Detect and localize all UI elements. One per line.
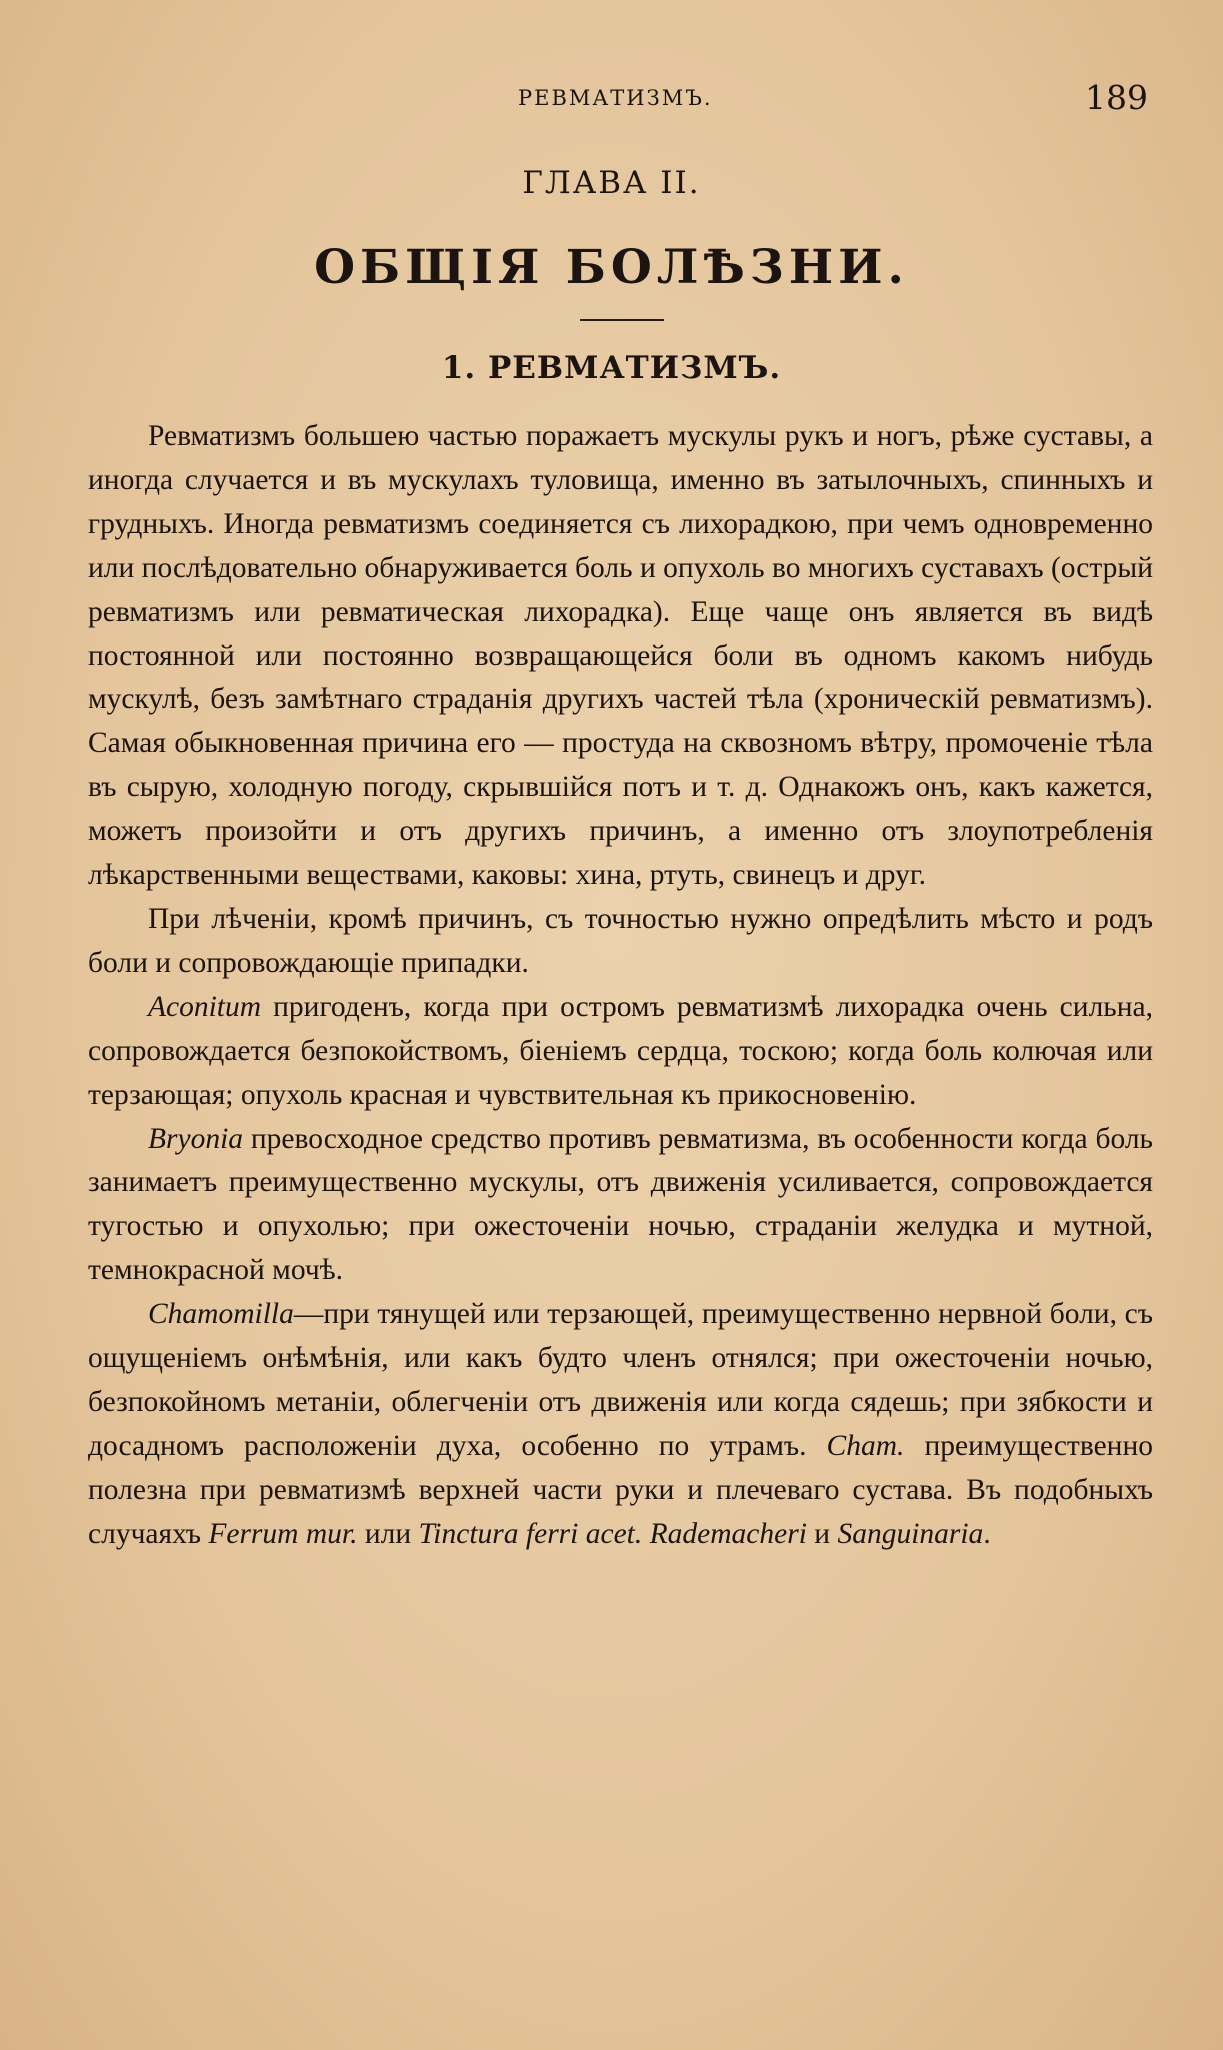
remedy-name: Cham. bbox=[826, 1429, 905, 1462]
remedy-name: Bryonia bbox=[148, 1122, 244, 1155]
paragraph-bryonia bbox=[88, 1118, 1153, 1294]
remedy-name: Chamomilla bbox=[148, 1298, 294, 1331]
title-divider bbox=[580, 319, 664, 321]
remedy-name: Ferrum mur. bbox=[208, 1517, 358, 1550]
paragraph-treatment: При лѣченіи, кромѣ причинъ, съ точностью нужно опредѣлить мѣсто и родъ боли и сопровождающіе припадки. bbox=[88, 902, 1153, 979]
paragraph-text: пригоденъ, когда при остромъ ревматизмѣ лихорадка очень сильна, сопровождается безпокойствомъ, біеніемъ сердца, тоскою; когда боль колючая или терзающая; опухоль красная и чувствительная къ прикосновенію. bbox=[88, 990, 1153, 1111]
paragraph-text: преимущественно полезна при ревматизмѣ верхней части руки и плечеваго сустава. Въ подобныхъ случаяхъ bbox=[88, 1429, 1153, 1550]
paragraph-aconitum bbox=[88, 986, 1153, 1118]
paragraph-intro: Ревматизмъ большею частью поражаетъ мускулы рукъ и ногъ, рѣже суставы, а иногда случается и въ мускулахъ туловища, именно въ затылочныхъ, спинныхъ и грудныхъ. Иногда ревматизмъ соединяется съ лихорадкою, при чемъ одновременно или послѣдовательно обнаруживается боль и опухоль во многихъ суставахъ (острый ревматизмъ или ревматическая лихорадка). Еще чаще онъ является въ видѣ постоянной или постоянно возвращающейся боли въ одномъ какомъ нибудь мускулѣ, безъ замѣтнаго страданія другихъ частей тѣла (хроническій ревматизмъ). Самая обыкновенная причина его — простуда на сквозномъ вѣтру, промоченіе тѣла въ сырую, холодную погоду, скрывшійся потъ и т. д. Однакожъ онъ, какъ кажется, можетъ произойти и отъ другихъ причинъ, а именно отъ злоупотребленія лѣкарственными веществами, каковы: хина, ртуть, свинецъ и друг. bbox=[88, 420, 1153, 892]
chapter-label: ГЛАВА II. bbox=[522, 165, 701, 201]
remedy-name: Sanguinaria bbox=[837, 1517, 984, 1550]
page-number: 189 bbox=[1085, 78, 1148, 117]
paragraph-text: или bbox=[357, 1517, 419, 1550]
remedy-name: Tinctura ferri acet. Rademacheri bbox=[418, 1517, 807, 1550]
chapter-title: ОБЩІЯ БОЛѢЗНИ. bbox=[314, 240, 909, 295]
paragraph-text: и bbox=[806, 1517, 838, 1550]
remedy-name: Aconitum bbox=[148, 990, 262, 1023]
paragraph-text: —при тянущей или терзающей, преимущественно нервной боли, съ ощущеніемъ онѣмѣнія, или какъ будто членъ отнялся; при ожесточеніи ночью, безпокойномъ метаніи, облегченіи отъ движенія или когда сядешь; при зябкости и досадномъ расположеніи духа, особенно по утрамъ. bbox=[88, 1298, 1153, 1462]
running-title: РЕВМАТИЗМЪ. bbox=[518, 86, 713, 110]
section-title: 1. РЕВМАТИЗМЪ. bbox=[441, 350, 782, 386]
paragraph-text: превосходное средство противъ ревматизма, въ особенности когда боль занимаетъ преимущественно мускулы, отъ движенія усиливается, сопровождается тугостью и опухолью; при ожесточеніи ночью, страданіи желудка и мутной, темнокрасной мочѣ. bbox=[88, 1122, 1153, 1287]
running-head bbox=[88, 78, 1148, 128]
paragraph-text: . bbox=[983, 1517, 991, 1550]
paragraph-chamomilla bbox=[88, 1293, 1153, 1556]
body-text bbox=[88, 415, 1153, 1557]
